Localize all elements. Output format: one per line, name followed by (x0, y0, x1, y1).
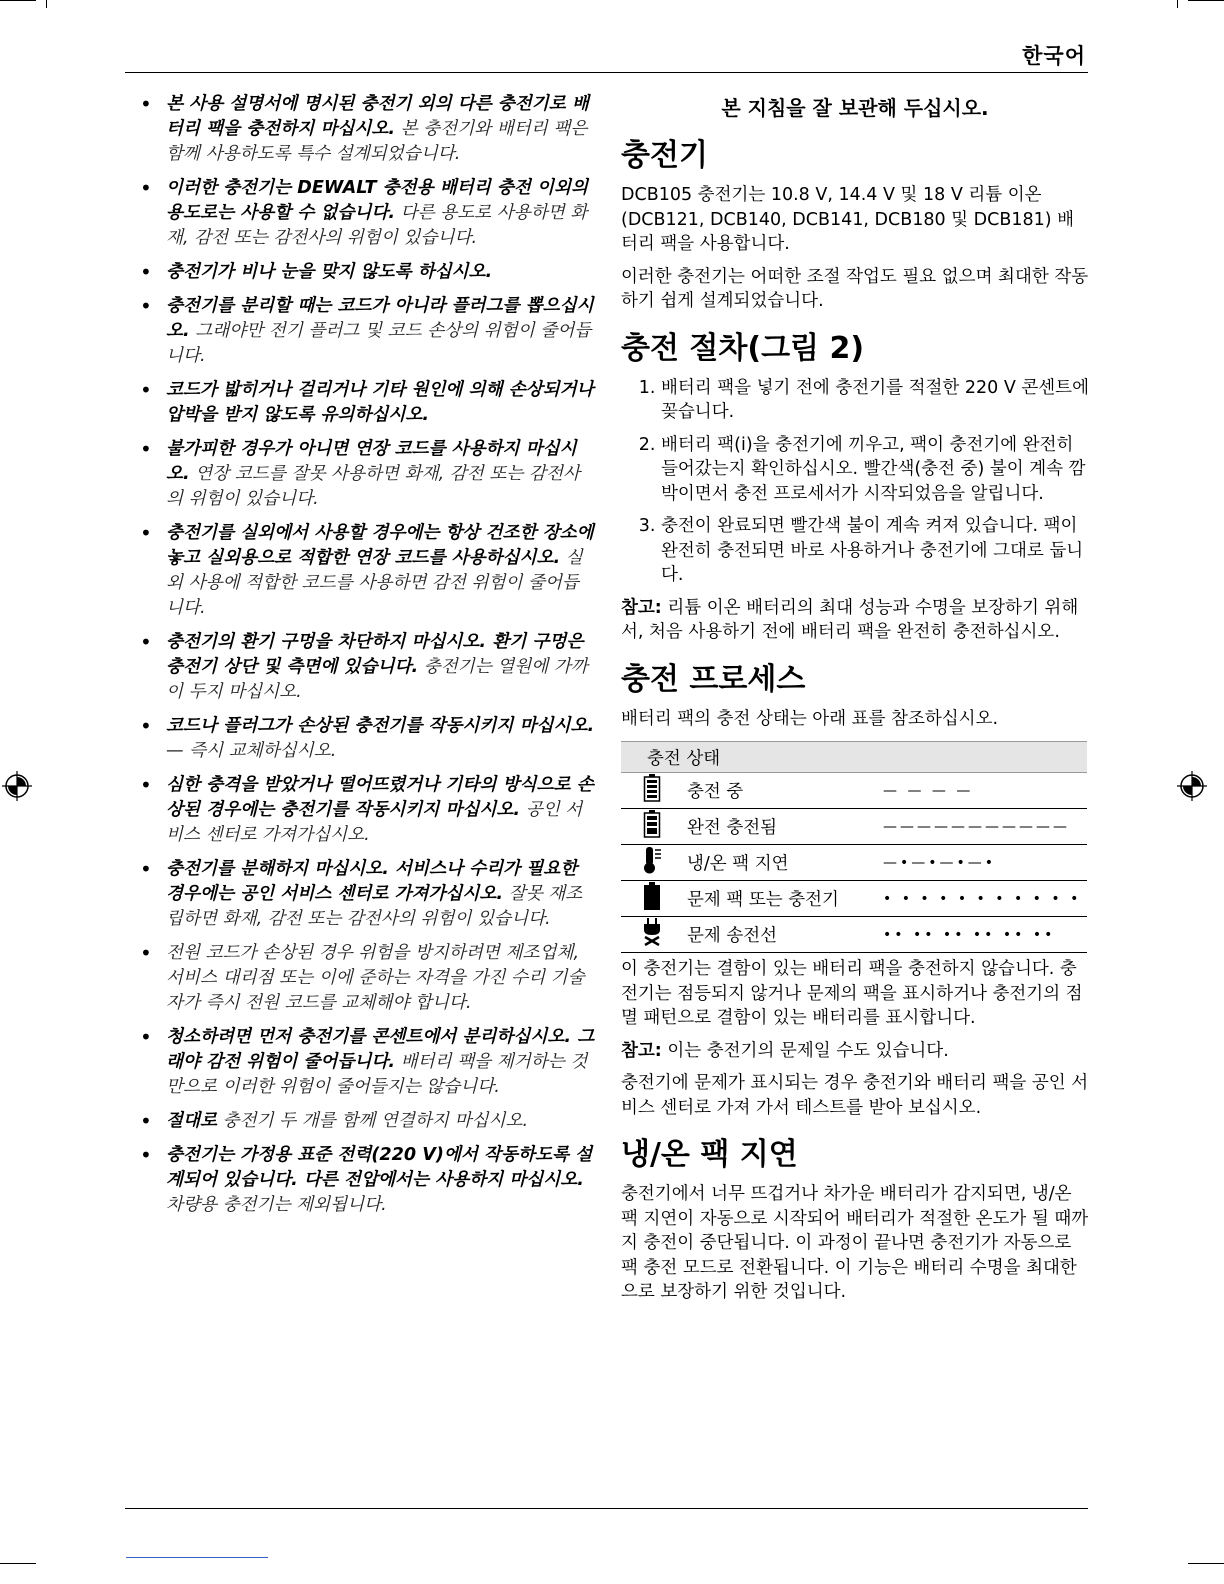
warning-text: 충전기 두 개를 함께 연결하지 마십시오. (217, 1111, 529, 1131)
crop-mark (126, 1557, 268, 1558)
warning-bold: 코드나 플러그가 손상된 충전기를 작동시키지 마십시오. (166, 716, 595, 736)
section-heading-procedure: 충전 절차(그림 2) (621, 330, 865, 366)
list-item (136, 630, 596, 705)
warning-text: 전원 코드가 손상된 경우 위험을 방지하려면 제조업체, 서비스 대리점 또는 이에 준하는 자격을 가진 수리 기술자가 즉시 전원 코드를 교체해야 합니다. (166, 943, 585, 1013)
process-paragraph: 충전기에 문제가 표시되는 경우 충전기와 배터리 팩을 공인 서비스 센터로 가져 가서 테스트를 받아 보십시오. (621, 1073, 1089, 1118)
note-text: 이는 충전기의 문제일 수도 있습니다. (661, 1040, 949, 1061)
warning-bold: 코드가 밟히거나 걸리거나 기타 원인에 의해 손상되거나 압박을 받지 않도록 유의하십시오. (166, 380, 594, 425)
warning-text: 다른 용도로 사용하면 화재, 감전 또는 감전사의 위험이 있습니다. (166, 203, 588, 248)
battery-full-icon (621, 809, 683, 845)
table-row (621, 917, 1087, 953)
warning-bold: 절대로 (166, 1111, 217, 1131)
list-item (136, 1025, 596, 1100)
process-intro: 배터리 팩의 충전 상태는 아래 표를 참조하십시오. (621, 708, 999, 729)
list-item (136, 941, 596, 1016)
warning-bold: 충전기를 실외에서 사용할 경우에는 항상 건조한 장소에 놓고 실외용으로 적합한 연장 코드를 사용하십시오. (166, 523, 594, 568)
warning-bold: 청소하려면 먼저 충전기를 콘센트에서 분리하십시오. 그래야 감전 위험이 줄어듭니다. (166, 1027, 595, 1072)
warning-bold: 충전기는 가정용 표준 전력(220 V)에서 작동하도록 설계되어 있습니다. 다른 전압에서는 사용하지 마십시오. (166, 1145, 593, 1190)
list-item (136, 176, 596, 251)
list-item (136, 1109, 596, 1134)
list-item (136, 294, 596, 369)
list-item (136, 857, 596, 932)
list-item (136, 92, 596, 167)
warning-bold: 심한 충격을 받았거나 떨어뜨렸거나 기타의 방식으로 손상된 경우에는 충전기를 작동시키지 마십시오. (166, 775, 594, 820)
warning-bold: 충전기의 환기 구멍을 차단하지 마십시오. 환기 구멍은 충전기 상단 및 측면에 있습니다. (166, 632, 584, 677)
table-header: 충전 상태 (621, 742, 1087, 773)
warning-text: 본 충전기와 배터리 팩은 함께 사용하도록 특수 설계되었습니다. (166, 119, 588, 164)
registration-mark-icon (1177, 771, 1207, 801)
status-label: 완전 충전됨 (683, 809, 883, 845)
charger-paragraph: DCB105 충전기는 10.8 V, 14.4 V 및 18 V 리튬 이온 (DCB121, DCB140, DCB141, DCB180 및 DCB181) 배터리 팩을 사용합니다. (621, 185, 1075, 254)
warning-text: 연장 코드를 잘못 사용하면 화재, 감전 또는 감전사의 위험이 있습니다. (166, 464, 580, 509)
warning-bold: 불가피한 경우가 아니면 연장 코드를 사용하지 마십시오. (166, 439, 577, 484)
delay-paragraph: 충전기에서 너무 뜨겁거나 차가운 배터리가 감지되면, 냉/온 팩 지연이 자동으로 시작되어 배터리가 적절한 온도가 될 때까지 충전이 중단됩니다. 이 과정이 끝나면 충전기가 자동으로 팩 충전 모드로 전환됩니다. 이 기능은 배터리 수명을 최대한으로 보장하기 위한 것입니다. (621, 1184, 1089, 1302)
crop-mark (0, 1563, 36, 1564)
procedure-step: 1. 배터리 팩을 넣기 전에 충전기를 적절한 220 V 콘센트에 꽂습니다. (661, 376, 1089, 425)
keep-instructions-title: 본 지침을 잘 보관해 두십시오. (721, 96, 989, 120)
list-item (136, 521, 596, 621)
power-line-problem-icon (621, 917, 683, 953)
table-row (621, 809, 1087, 845)
note-label: 참고: (621, 1040, 662, 1061)
process-paragraph: 이 충전기는 결함이 있는 배터리 팩을 충전하지 않습니다. 충전기는 점등되지 않거나 문제의 팩을 표시하거나 충전기의 점멸 패턴으로 결함이 있는 배터리를 표시합니다. (621, 959, 1083, 1028)
warning-text: 잘못 재조립하면 화재, 감전 또는 감전사의 위험이 있습니다. (166, 884, 583, 929)
procedure-steps (621, 376, 1089, 588)
status-label: 문제 송전선 (683, 917, 883, 953)
list-item (136, 773, 596, 848)
blink-pattern: —•—•—•—• (883, 845, 1087, 881)
blink-pattern: ——————————— (883, 809, 1087, 845)
procedure-step: 3. 충전이 완료되면 빨간색 불이 계속 켜져 있습니다. 팩이 완전히 충전되면 바로 사용하거나 충전기에 그대로 둡니다. (661, 514, 1089, 588)
blink-pattern: • • • • • • • • • • • (883, 881, 1087, 917)
warning-text: 배터리 팩을 제거하는 것만으로 이러한 위험이 줄어들지는 않습니다. (166, 1052, 588, 1097)
note-label: 참고: (621, 597, 662, 618)
list-item (136, 378, 596, 428)
warning-text: 공인 서비스 센터로 가져가십시오. (166, 800, 583, 845)
warning-bold: 충전기를 분리할 때는 코드가 아니라 플러그를 뽑으십시오. (166, 296, 594, 341)
warning-text: 실외 사용에 적합한 코드를 사용하면 감전 위험이 줄어듭니다. (166, 548, 583, 618)
table-row (621, 773, 1087, 809)
section-heading-delay: 냉/온 팩 지연 (621, 1137, 798, 1172)
battery-problem-icon (621, 881, 683, 917)
warning-text: 충전기는 열원에 가까이 두지 마십시오. (166, 657, 588, 702)
registration-mark-icon (2, 771, 32, 801)
section-heading-charger: 충전기 (621, 138, 708, 173)
crop-mark (1188, 0, 1224, 1)
status-label: 충전 중 (683, 773, 883, 809)
crop-mark (1188, 1563, 1224, 1564)
procedure-step: 2. 배터리 팩(i)을 충전기에 끼우고, 팩이 충전기에 완전히 들어갔는지 확인하십시오. 빨간색(충전 중) 불이 계속 깜박이면서 충전 프로세서가 시작되었음을 알립니다. (661, 433, 1089, 507)
crop-mark (1177, 0, 1178, 8)
warning-bold: 충전기를 분해하지 마십시오. 서비스나 수리가 필요한 경우에는 공인 서비스 센터로 가져가십시오. (166, 859, 578, 904)
procedure-note (621, 596, 1089, 645)
charger-paragraph: 이러한 충전기는 어떠한 조절 작업도 필요 없으며 최대한 작동하기 쉽게 설계되었습니다. (621, 266, 1089, 311)
process-note (621, 1039, 1089, 1064)
warning-text: — 즉시 교체하십시오. (166, 741, 337, 761)
crop-mark (46, 0, 47, 8)
table-row (621, 881, 1087, 917)
status-label: 냉/온 팩 지연 (683, 845, 883, 881)
warning-bold: 충전기가 비나 눈을 맞지 않도록 하십시오. (166, 262, 493, 282)
blink-pattern: — — — — (883, 773, 1087, 809)
status-label: 문제 팩 또는 충전기 (683, 881, 883, 917)
table-row (621, 845, 1087, 881)
header-rule (125, 72, 1088, 73)
warning-text: 그래야만 전기 플러그 및 코드 손상의 위험이 줄어듭니다. (166, 321, 592, 366)
charge-status-table (621, 741, 1087, 953)
list-item (136, 1143, 596, 1218)
list-item (136, 260, 596, 285)
section-heading-process: 충전 프로세스 (621, 661, 806, 697)
blink-pattern: •• •• •• •• •• •• (883, 917, 1087, 953)
crop-mark (0, 0, 36, 1)
list-item (136, 714, 596, 764)
language-label: 한국어 (1022, 44, 1086, 68)
left-column (136, 92, 596, 1227)
thermometer-icon (621, 845, 683, 881)
warning-bold: 이러한 충전기는 DEWALT 충전용 배터리 충전 이외의 용도로는 사용할 수 없습니다. (166, 178, 588, 223)
footer-rule (125, 1508, 1088, 1509)
warning-text: 차량용 충전기는 제외됩니다. (166, 1195, 387, 1215)
warning-bold: 본 사용 설명서에 명시된 충전기 외의 다른 충전기로 배터리 팩을 충전하지 마십시오. (166, 94, 589, 139)
note-text: 리튬 이온 배터리의 최대 성능과 수명을 보장하기 위해서, 처음 사용하기 전에 배터리 팩을 완전히 충전하십시오. (621, 597, 1079, 642)
warning-list (136, 92, 596, 1218)
battery-charging-icon (621, 773, 683, 809)
right-column (621, 92, 1089, 1313)
list-item (136, 437, 596, 512)
